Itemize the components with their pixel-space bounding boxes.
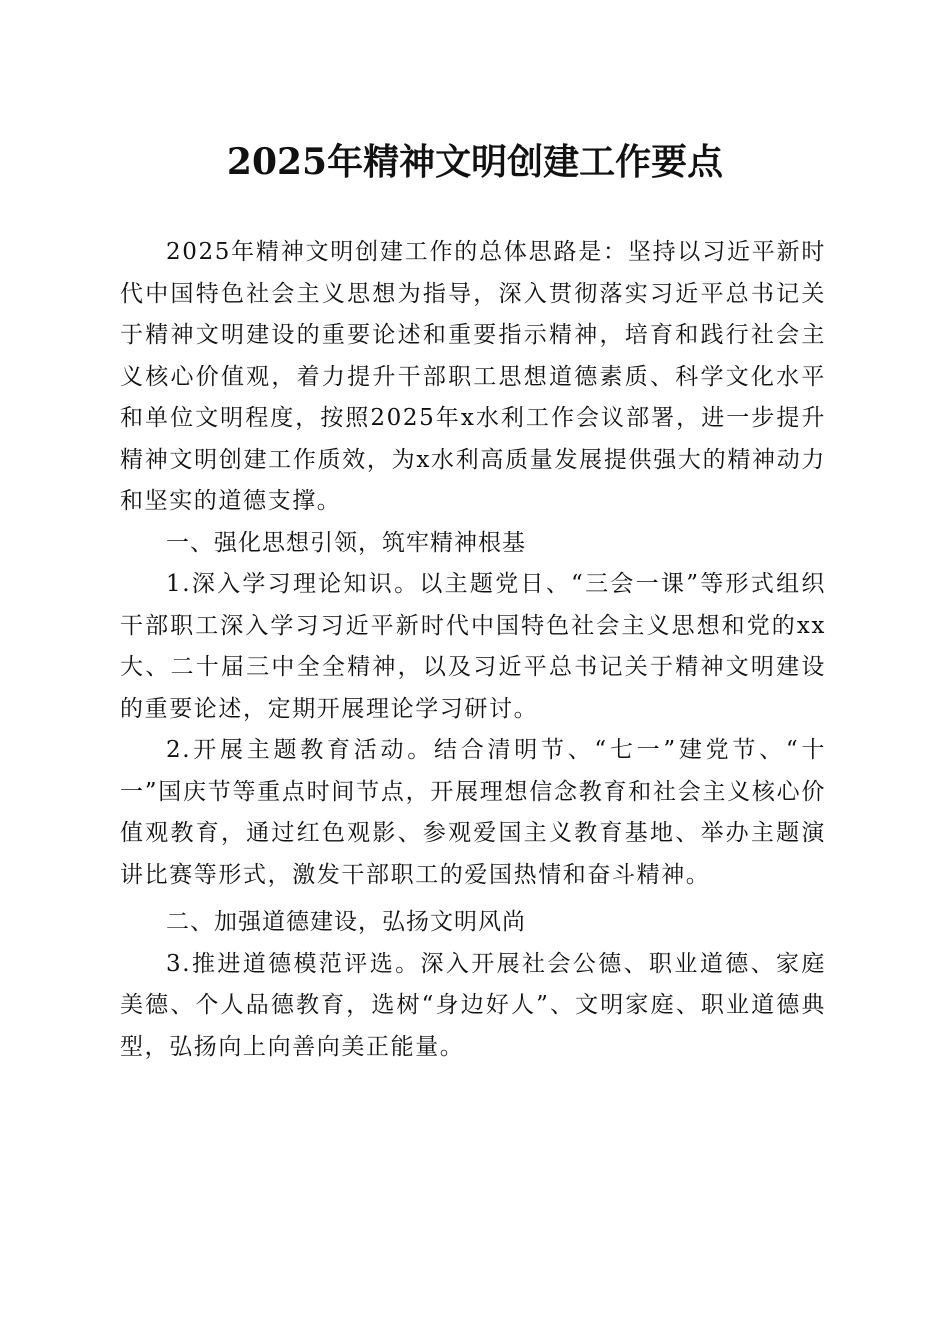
item-3-paragraph: 3.推进道德模范评选。深入开展社会公德、职业道德、家庭美德、个人品德教育，选树“身边好人”、文明家庭、职业道德典型，弘扬向上向善向美正能量。 xyxy=(120,950,826,1060)
section-2-heading: 二、加强道德建设，弘扬文明风尚 xyxy=(166,909,526,935)
intro-paragraph: 2025年精神文明创建工作的总体思路是：坚持以习近平新时代中国特色社会主义思想为指导，深入贯彻落实习近平总书记关于精神文明建设的重要论述和重要指示精神，培育和践行社会主义核心价值观，着力提升干部职工思想道德素质、科学文化水平和单位文明程度，按照2025年x水利工作会议部署，进一步提升精神文明创建工作质效，为x水利高质量发展提供强大的精神动力和坚实的道德支撑。 xyxy=(120,239,826,514)
document-body xyxy=(120,232,826,1068)
item-2-paragraph: 2.开展主题教育活动。结合清明节、“七一”建党节、“十一”国庆节等重点时间节点，开展理想信念教育和社会主义核心价值观教育，通过红色观影、参观爱国主义教育基地、举办主题演讲比赛等形式，激发干部职工的爱国热情和奋斗精神。 xyxy=(120,737,826,888)
item-1-paragraph: 1.深入学习理论知识。以主题党日、“三会一课”等形式组织干部职工深入学习习近平新时代中国特色社会主义思想和党的xx大、二十届三中全全精神，以及习近平总书记关于精神文明建设的重要论述，定期开展理论学习研讨。 xyxy=(120,571,826,722)
section-1-heading: 一、强化思想引领，筑牢精神根基 xyxy=(166,529,526,556)
document-title: 2025年精神文明创建工作要点 xyxy=(226,141,724,183)
